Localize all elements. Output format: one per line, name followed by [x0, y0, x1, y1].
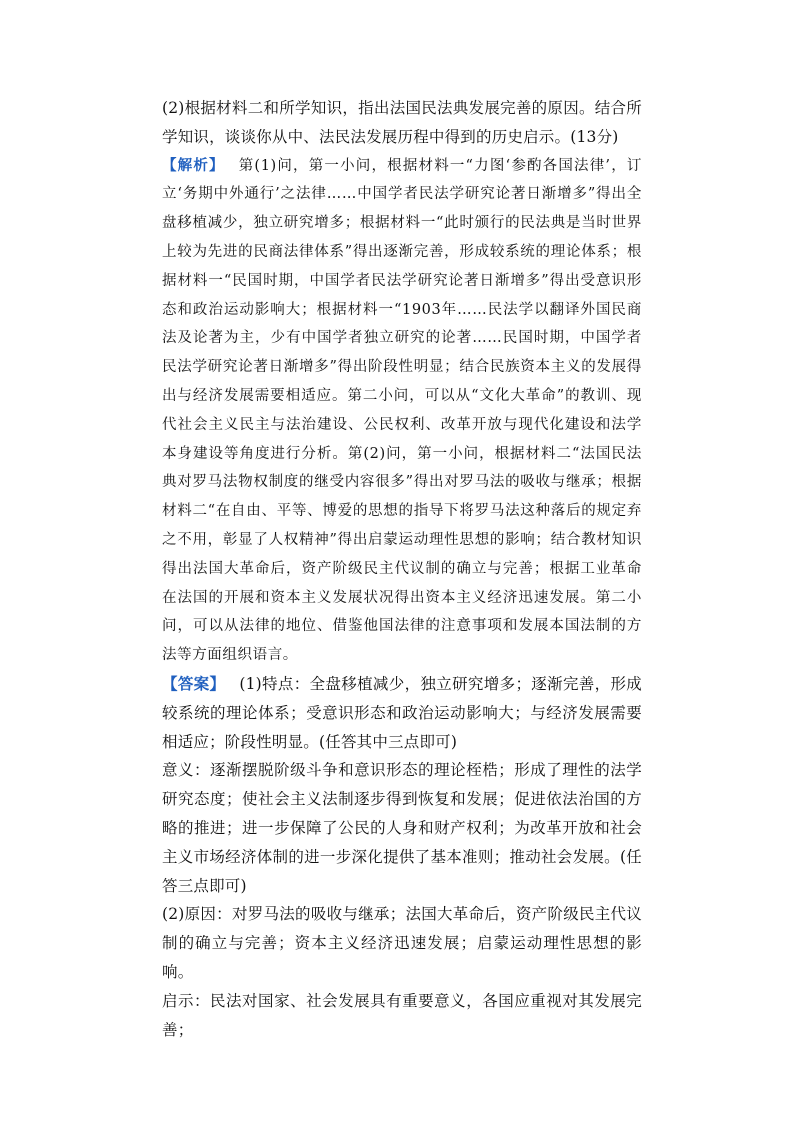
analysis-paragraph — [162, 152, 642, 670]
answer-part1-significance: 意义：逐渐摆脱阶级斗争和意识形态的理论桎梏；形成了理性的法学研究态度；使社会主义法制逐步得到恢复和发展；促进依法治国的方略的推进；进一步保障了公民的人身和财产权利；为改革开放和社会主义市场经济体制的进一步深化提供了基本准则；推动社会发展。(任答三点即可) — [162, 761, 642, 895]
answer-part2-inspiration: 启示：民法对国家、社会发展具有重要意义，各国应重视对其发展完善； — [162, 991, 642, 1039]
analysis-tag: 【解析】 — [162, 156, 225, 174]
analysis-text: 第(1)问，第一小问，根据材料一“力图‘参酌各国法律’，订立‘务期中外通行’之法律……中国学者民法学研究论著日渐增多”得出全盘移植减少，独立研究增多；根据材料一“此时颁行的民法典是当时世界上较为先进的民商法律体系”得出逐渐完善，形成较系统的理论体系；根据材料一“民国时期，中国学者民法学研究论著日渐增多”得出受意识形态和政治运动影响大；根据材料一“1903年……民法学以翻译外国民商法及论著为主，少有中国学者独立研究的论著……民国时期，中国学者民法学研究论著日渐增多”得出阶段性明显；结合民族资本主义的发展得出与经济发展需要相适应。第二小问，可以从“文化大革命”的教训、现代社会主义民主与法治建设、公民权利、改革开放与现代化建设和法学本身建设等角度进行分析。第(2)问，第一小问，根据材料二“法国民法典对罗马法物权制度的继受内容很多”得出对罗马法的吸收与继承；根据材料二“在自由、平等、博爱的思想的指导下将罗马法这种落后的规定弃之不用，彰显了人权精神”得出启蒙运动理性思想的影响；结合教材知识得出法国大革命后，资产阶级民主代议制的确立与完善；根据工业革命在法国的开展和资本主义发展状况得出资本主义经济迅速发展。第二小问，可以从法律的地位、借鉴他国法律的注意事项和发展本国法制的方法等方面组织语言。 — [162, 157, 642, 664]
question-part2: (2)根据材料二和所学知识，指出法国民法典发展完善的原因。结合所学知识，谈谈你从中、法民法发展历程中得到的历史启示。(13分) — [162, 99, 642, 146]
document-page — [162, 94, 642, 1044]
answer-part2-reasons: (2)原因：对罗马法的吸收与继承；法国大革命后，资产阶级民主代议制的确立与完善；资本主义经济迅速发展；启蒙运动理性思想的影响。 — [162, 905, 642, 981]
answer-paragraph — [162, 670, 642, 756]
answer-part1-features: (1)特点：全盘移植减少，独立研究增多；逐渐完善，形成较系统的理论体系；受意识形态和政治运动影响大；与经济发展需要相适应；阶段性明显。(任答其中三点即可) — [162, 674, 642, 751]
answer-tag: 【答案】 — [162, 673, 226, 693]
